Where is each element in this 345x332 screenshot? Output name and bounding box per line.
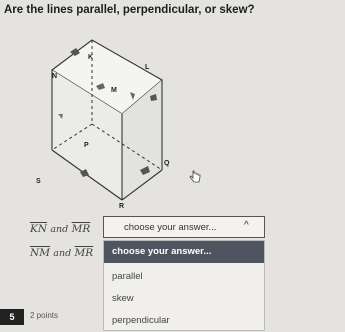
select-placeholder: choose your answer... [124, 222, 217, 233]
answer-select-1[interactable] [103, 216, 265, 238]
points-label: 2 points [30, 311, 59, 320]
segment-nm: $\overline{NM}$ [30, 247, 50, 259]
vertex-label-p: P [84, 142, 89, 149]
vertex-label-k: K [88, 54, 94, 61]
vertex-label-m: M [111, 87, 117, 94]
segment-pair-row-2 [30, 247, 93, 259]
answer-dropdown-2[interactable] [103, 240, 265, 331]
question-text: Are the lines parallel, perpendicular, or skew? [4, 4, 255, 16]
segment-kn: $\overline{KN}$ [30, 223, 48, 235]
vertex-label-q: Q [164, 160, 170, 167]
chevron-up-icon: ^ [244, 220, 249, 231]
question-number-badge: 5 [0, 309, 24, 325]
dropdown-option-perpendicular[interactable]: perpendicular [112, 315, 170, 326]
and-label: and [50, 224, 69, 235]
hand-cursor-icon [188, 170, 202, 184]
vertex-label-s: S [36, 178, 41, 185]
segment-mr: $\overline{MR}$ [74, 247, 94, 259]
segment-pair-row-1 [30, 223, 90, 235]
and-label: and [53, 248, 72, 259]
vertex-label-l: L [145, 64, 150, 71]
segment-mr: $\overline{MR}$ [71, 223, 91, 235]
prism-figure [0, 22, 345, 212]
dropdown-option-parallel[interactable]: parallel [112, 271, 143, 282]
dropdown-option-skew[interactable]: skew [112, 293, 134, 304]
vertex-label-r: R [119, 203, 125, 210]
vertex-label-n: N [52, 73, 58, 80]
dropdown-option-placeholder[interactable]: choose your answer... [104, 241, 264, 263]
